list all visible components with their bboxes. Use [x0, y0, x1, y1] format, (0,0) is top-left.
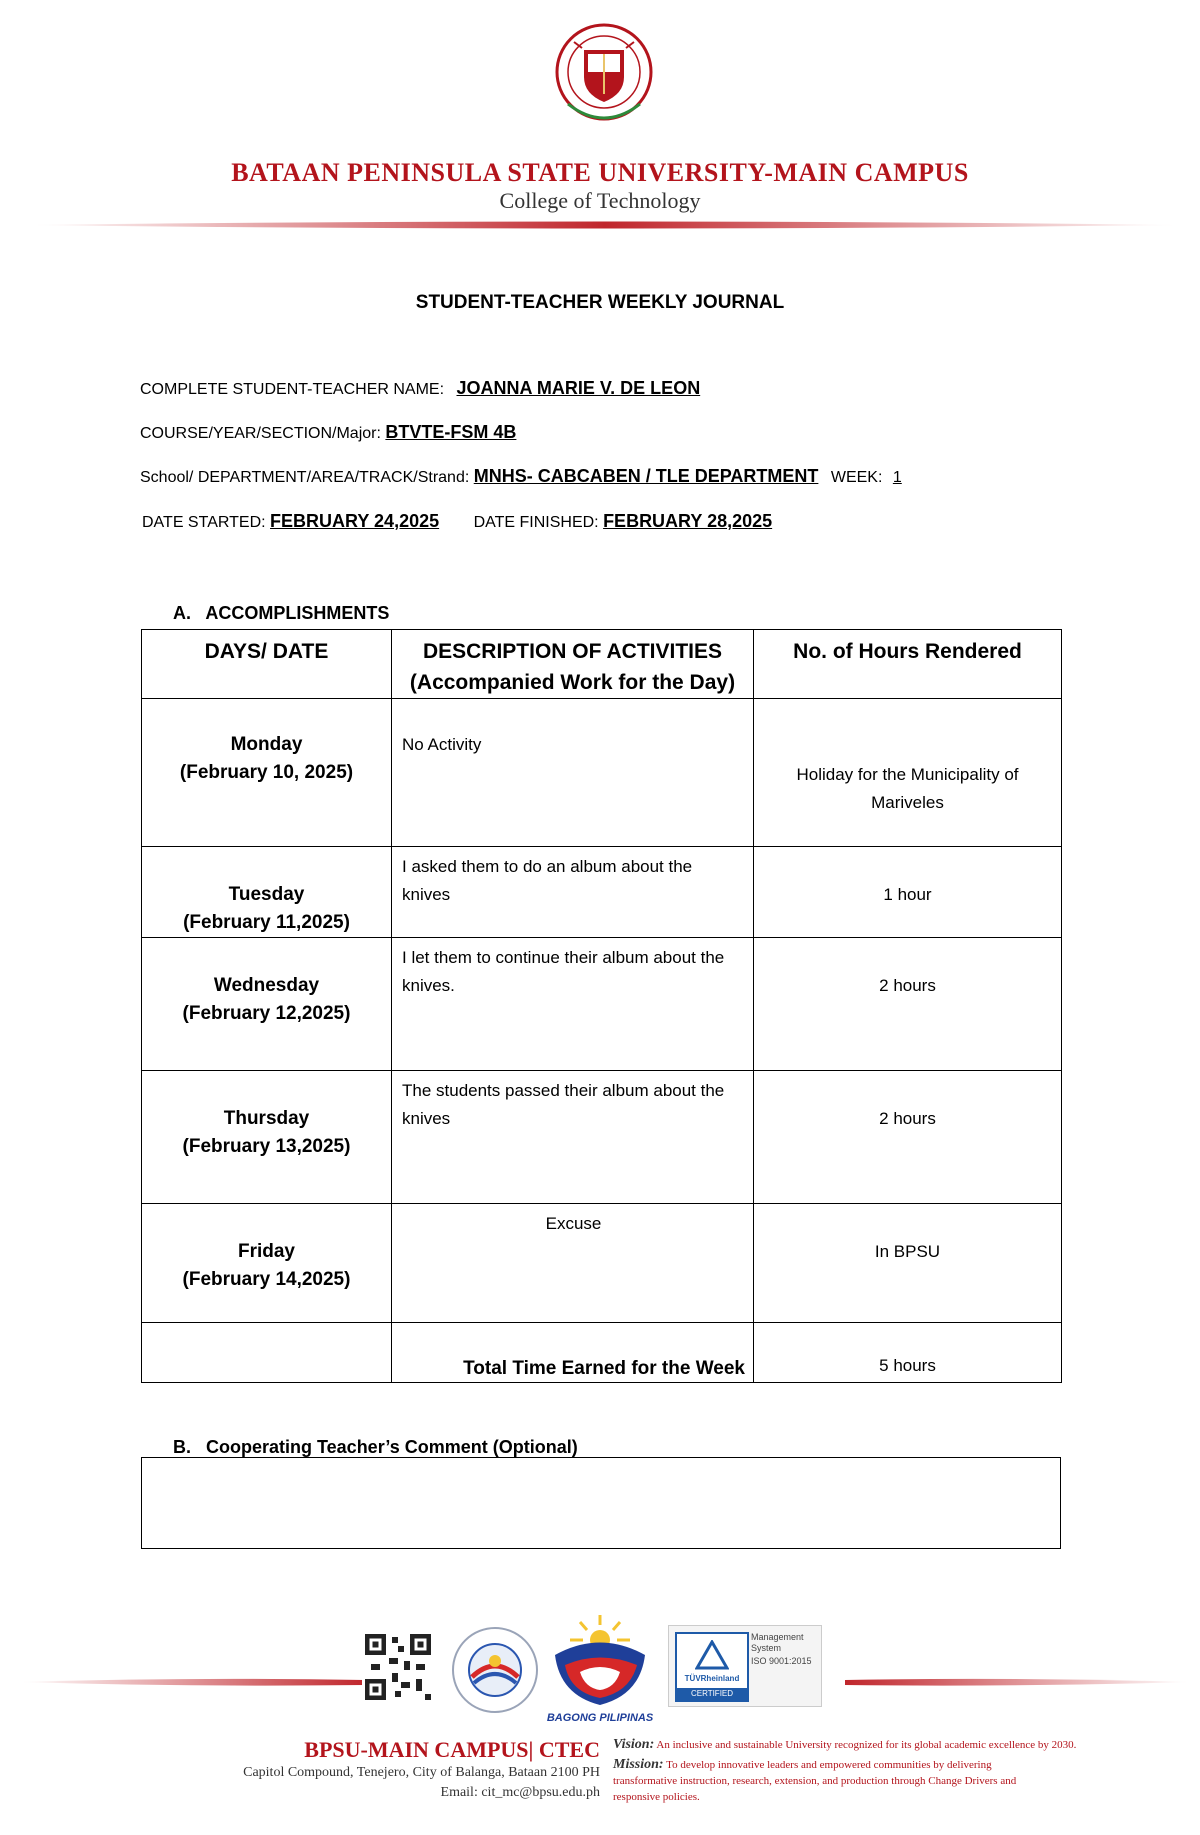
course-label: COURSE/YEAR/SECTION/Major: — [140, 425, 381, 442]
accomplishments-table — [141, 629, 1062, 1383]
bagong-pilipinas-text: BAGONG PILIPINAS — [546, 1712, 654, 1724]
footer-divider-left — [20, 1677, 365, 1687]
day-name: Tuesday — [228, 884, 305, 905]
description-cell: I asked them to do an album about the knives — [392, 847, 754, 938]
triangle-icon — [695, 1640, 729, 1670]
bagong-pilipinas-logo — [545, 1610, 655, 1725]
total-empty-cell — [142, 1323, 392, 1383]
tuv-cert: CERTIFIED — [677, 1688, 747, 1700]
table-row — [142, 847, 1062, 938]
university-name: BATAAN PENINSULA STATE UNIVERSITY-MAIN CAMPUS — [231, 158, 969, 187]
college-name: College of Technology — [499, 188, 701, 213]
university-seal — [554, 22, 654, 140]
bpsu-seal-logo — [450, 1625, 540, 1715]
hours-cell: Holiday for the Municipality of Mariveles — [754, 699, 1062, 847]
week-value: 1 — [892, 469, 902, 486]
day-date: (February 13,2025) — [182, 1136, 351, 1157]
day-cell — [142, 1071, 392, 1204]
day-date: (February 11,2025) — [183, 912, 350, 933]
hours-cell: 2 hours — [754, 938, 1062, 1071]
hours-cell: 1 hour — [754, 847, 1062, 938]
day-name: Friday — [237, 1241, 296, 1262]
name-line — [140, 378, 700, 399]
table-header-row — [142, 630, 1062, 699]
day-date: (February 14,2025) — [182, 1269, 351, 1290]
tuv-system: Management System — [751, 1632, 804, 1653]
comment-box[interactable] — [141, 1457, 1061, 1549]
description-cell: The students passed their album about the knives — [392, 1071, 754, 1204]
date-finished-label: DATE FINISHED: — [473, 514, 599, 531]
day-cell — [142, 1204, 392, 1323]
dates-line — [142, 511, 772, 532]
total-row — [142, 1323, 1062, 1383]
day-cell — [142, 699, 392, 847]
name-label: COMPLETE STUDENT-TEACHER NAME: — [140, 381, 445, 398]
table-row — [142, 1204, 1062, 1323]
vision-text: An inclusive and sustainable University recognized for its global academic excellence by 2030. — [656, 1739, 1077, 1751]
school-line — [140, 466, 902, 487]
footer-divider-right — [845, 1677, 1190, 1687]
day-cell — [142, 938, 392, 1071]
tuv-certification-badge — [668, 1625, 822, 1707]
course-line — [140, 422, 516, 443]
header-days: DAYS/ DATE — [142, 630, 392, 699]
footer-campus: BPSU-MAIN CAMPUS| CTEC — [304, 1737, 600, 1762]
document-title: STUDENT-TEACHER WEEKLY JOURNAL — [415, 292, 785, 313]
footer-mission — [613, 1757, 1033, 1805]
header-description-line2: (Accompanied Work for the Day) — [409, 671, 736, 694]
day-name: Wednesday — [213, 975, 320, 996]
table-row — [142, 938, 1062, 1071]
header-hours: No. of Hours Rendered — [754, 630, 1062, 699]
section-a-title: A. ACCOMPLISHMENTS — [173, 603, 390, 623]
hours-cell: In BPSU — [754, 1204, 1062, 1323]
header-description — [392, 630, 754, 699]
school-value: MNHS- CABCABEN / TLE DEPARTMENT — [473, 466, 819, 486]
vision-label: Vision: — [613, 1737, 655, 1752]
footer-address: Capitol Compound, Tenejero, City of Balanga, Bataan 2100 PH — [243, 1765, 600, 1780]
day-name: Monday — [230, 734, 303, 755]
description-cell: No Activity — [392, 699, 754, 847]
hours-cell: 2 hours — [754, 1071, 1062, 1204]
footer-vision — [613, 1737, 1103, 1753]
header-divider — [30, 220, 1180, 230]
description-cell: I let them to continue their album about the knives. — [392, 938, 754, 1071]
total-label: Total Time Earned for the Week — [392, 1323, 754, 1383]
footer-email: Email: cit_mc@bpsu.edu.ph — [440, 1785, 600, 1800]
week-label: WEEK: — [830, 469, 883, 486]
mission-label: Mission: — [613, 1757, 664, 1772]
description-cell: Excuse — [392, 1204, 754, 1323]
day-date: (February 12,2025) — [182, 1003, 351, 1024]
day-cell — [142, 847, 392, 938]
tuv-iso: ISO 9001:2015 — [751, 1656, 812, 1666]
qr-code-icon — [362, 1631, 434, 1703]
name-value: JOANNA MARIE V. DE LEON — [456, 378, 701, 398]
day-date: (February 10, 2025) — [179, 762, 354, 783]
table-row — [142, 1071, 1062, 1204]
date-finished-value: FEBRUARY 28,2025 — [603, 511, 773, 531]
day-name: Thursday — [223, 1108, 310, 1129]
total-value: 5 hours — [754, 1323, 1062, 1383]
course-value: BTVTE-FSM 4B — [385, 422, 517, 442]
tuv-logo — [675, 1632, 749, 1702]
tuv-brand: TÜVRheinland — [684, 1674, 740, 1683]
table-row — [142, 699, 1062, 847]
school-label: School/ DEPARTMENT/AREA/TRACK/Strand: — [140, 469, 470, 486]
date-started-label: DATE STARTED: — [142, 514, 266, 531]
section-b-title: B. Cooperating Teacher’s Comment (Optional) — [173, 1437, 578, 1457]
date-started-value: FEBRUARY 24,2025 — [270, 511, 440, 531]
header-description-line1: DESCRIPTION OF ACTIVITIES — [422, 640, 723, 663]
mission-text: To develop innovative leaders and empowered communities by delivering transformative instruction, research, extension, and production through Change Drivers and responsive policies. — [613, 1759, 1017, 1803]
